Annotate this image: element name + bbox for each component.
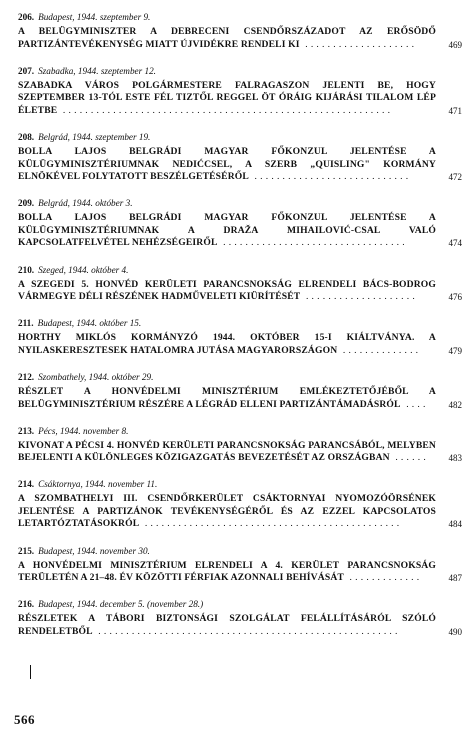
entry-heading [18,599,462,610]
toc-entry [18,132,462,184]
table-of-contents [18,12,462,653]
entry-heading [18,265,462,276]
leader-dots: ...................................................... [92,625,401,637]
entry-number: 208. [18,131,35,142]
entry-place-date: Budapest, 1944. december 5. (november 28.) [38,599,204,610]
entry-page-number: 474 [448,238,462,249]
toc-entry [18,546,462,585]
entry-heading [18,198,462,209]
entry-heading [18,132,462,143]
entry-place-date: Csáktornya, 1944. november 11. [38,479,158,490]
entry-number: 214. [18,479,35,490]
entry-title [18,440,436,465]
entry-number: 216. [18,599,35,610]
margin-mark [30,665,31,679]
entry-title-text: RÉSZLET A HONVÉDELMI MINISZTÉRIUM EMLÉKEZTETŐJÉBŐL A BELÜGYMINISZTÉRIUM RÉSZÉRE A LÉGRÁD ELLENI PARTIZÁNTÁMADÁSRÓL [18,385,436,410]
entry-heading [18,372,462,383]
entry-page-number: 484 [448,519,462,530]
entry-title [18,613,436,638]
entry-place-date: Budapest, 1944. november 30. [38,545,150,556]
entry-number: 206. [18,12,35,22]
leader-dots: .............. [337,344,422,356]
entry-number: 207. [18,65,35,76]
entry-number: 212. [18,371,35,382]
entry-number: 209. [18,198,35,209]
entry-heading [18,66,462,77]
leader-dots: ............. [343,572,423,584]
entry-title [18,279,436,304]
entry-title-text: SZABADKA VÁROS POLGÁRMESTERE FALRAGASZON JELENTI BE, HOGY SZEPTEMBER 13-TÓL ESTE FÉL TIZTŐL REGGEL ÖT ÓRÁIG KIJÁRÁSI TILALOM LÉP ÉLETBE [18,79,436,116]
entry-number: 211. [18,318,34,329]
leader-dots: .... [400,398,429,410]
entry-title [18,386,436,411]
leader-dots: ................................. [217,237,408,249]
leader-dots: .................... [299,38,418,50]
entry-heading [18,479,462,490]
entry-number: 210. [18,264,35,275]
entry-page-number: 490 [448,626,462,637]
entry-page-number: 469 [448,39,462,50]
entry-place-date: Szeged, 1944. október 4. [38,264,129,275]
entry-page-number: 476 [448,292,462,303]
entry-title [18,26,436,51]
entry-place-date: Belgrád, 1944. szeptember 19. [38,131,151,142]
entry-place-date: Szabadka, 1944. szeptember 12. [38,65,156,76]
entry-number: 213. [18,425,35,436]
entry-title-text: RÉSZLETEK A TÁBORI BIZTONSÁGI SZOLGÁLAT FELÁLLÍTÁSÁRÓL SZÓLÓ RENDELETBŐL [18,613,436,637]
toc-entry [18,318,462,357]
entry-page-number: 487 [448,573,462,584]
entry-title-text: A SZEGEDI 5. HONVÉD KERÜLETI PARANCSNOKSÁG ELRENDELI BÁCS-BODROG VÁRMEGYE DÉLI RÉSZÉNEK HADMŰVELETI KIÜRÍTÉSÉT [18,278,436,303]
entry-title-text: A SZOMBATHELYI III. CSENDŐRKERÜLET CSÁKTORNYAI NYOMOZÓÖRSÉNEK JELENTÉSE A PARTIZÁNOK TEVÉKENYSÉGÉRŐL ÉS AZ EZZEL KAPCSOLATOS LETARTÓZTATÁSOKRÓL [18,493,436,530]
leader-dots: ............................ [248,171,412,183]
entry-title-text: A HONVÉDELMI MINISZTÉRIUM ELRENDELI A 4. KERÜLET PARANCSNOKSÁG TERÜLETÉN A 21–48. ÉV KÖZÖTTI FÉRFIAK AZONNALI BEHÍVÁSÁT [18,559,436,584]
entry-title [18,332,436,357]
entry-title-text: HORTHY MIKLÓS KORMÁNYZÓ 1944. OKTÓBER 15-I KIÁLTVÁNYA. A NYILASKERESZTESEK HATALOMRA JUTÁSA MAGYARORSZÁGON [18,332,436,356]
entry-title [18,80,436,118]
entry-number: 215. [18,545,35,556]
entry-page-number: 482 [448,399,462,410]
toc-entry [18,198,462,250]
entry-title-text: BOLLA LAJOS BELGRÁDI MAGYAR FŐKONZUL JELENTÉSE A KÜLÜGYMINISZTÉRIUMNAK A DRAŽA MIHAILOVIĆ-CSAL VALÓ KAPCSOLATFELVÉTEL NEHÉZSÉGEIRŐL [18,212,436,249]
entry-page-number: 483 [448,453,462,464]
entry-page-number: 472 [448,172,462,183]
toc-entry [18,265,462,304]
toc-entry [18,66,462,118]
entry-page-number: 479 [448,345,462,356]
toc-entry [18,12,462,51]
entry-place-date: Budapest, 1944. október 15. [37,318,142,329]
entry-place-date: Szombathely, 1944. október 29. [38,371,154,382]
entry-heading [18,546,462,557]
entry-heading [18,318,462,329]
entry-title [18,560,436,585]
entry-place-date: Budapest, 1944. szeptember 9. [38,12,151,22]
toc-entry [18,426,462,465]
leader-dots: .............................................. [139,518,403,530]
entry-title-text: A BELÜGYMINISZTER A DEBRECENI CSENDŐRSZÁZADOT AZ ERŐSÖDŐ PARTIZÁNTEVÉKENYSÉG MIATT ÚJVIDÉKRE RENDELI KI [18,26,436,50]
toc-entry [18,599,462,638]
page-number: 566 [14,712,35,727]
entry-heading [18,12,462,23]
leader-dots: ...... [389,452,429,464]
entry-title [18,212,436,250]
toc-entry [18,479,462,531]
entry-heading [18,426,462,437]
toc-entry [18,372,462,411]
entry-title [18,146,436,184]
entry-title [18,493,436,531]
leader-dots: .................... [300,291,418,303]
entry-title-text: KIVONAT A PÉCSI 4. HONVÉD KERÜLETI PARANCSNOKSÁG PARANCSÁBÓL, MELYBEN BEJELENTI A KÜLÖNLEGES KÖZIGAZGATÁS BEVEZETÉSÉT AZ ORSZÁGBAN [18,439,436,464]
entry-title-text: BOLLA LAJOS BELGRÁDI MAGYAR FŐKONZUL JELENTÉSE A KÜLÜGYMINISZTÉRIUMNAK NEDIĆCSEL, A SZERB „QUISLING" KORMÁNY ELNÖKÉVEL FOLYTATOTT BESZÉLGETÉSÉRŐL [18,145,436,183]
entry-place-date: Belgrád, 1944. október 3. [38,198,133,209]
entry-page-number: 471 [448,105,462,116]
entry-place-date: Pécs, 1944. november 8. [38,425,129,436]
leader-dots: ........................................................... [57,104,394,116]
